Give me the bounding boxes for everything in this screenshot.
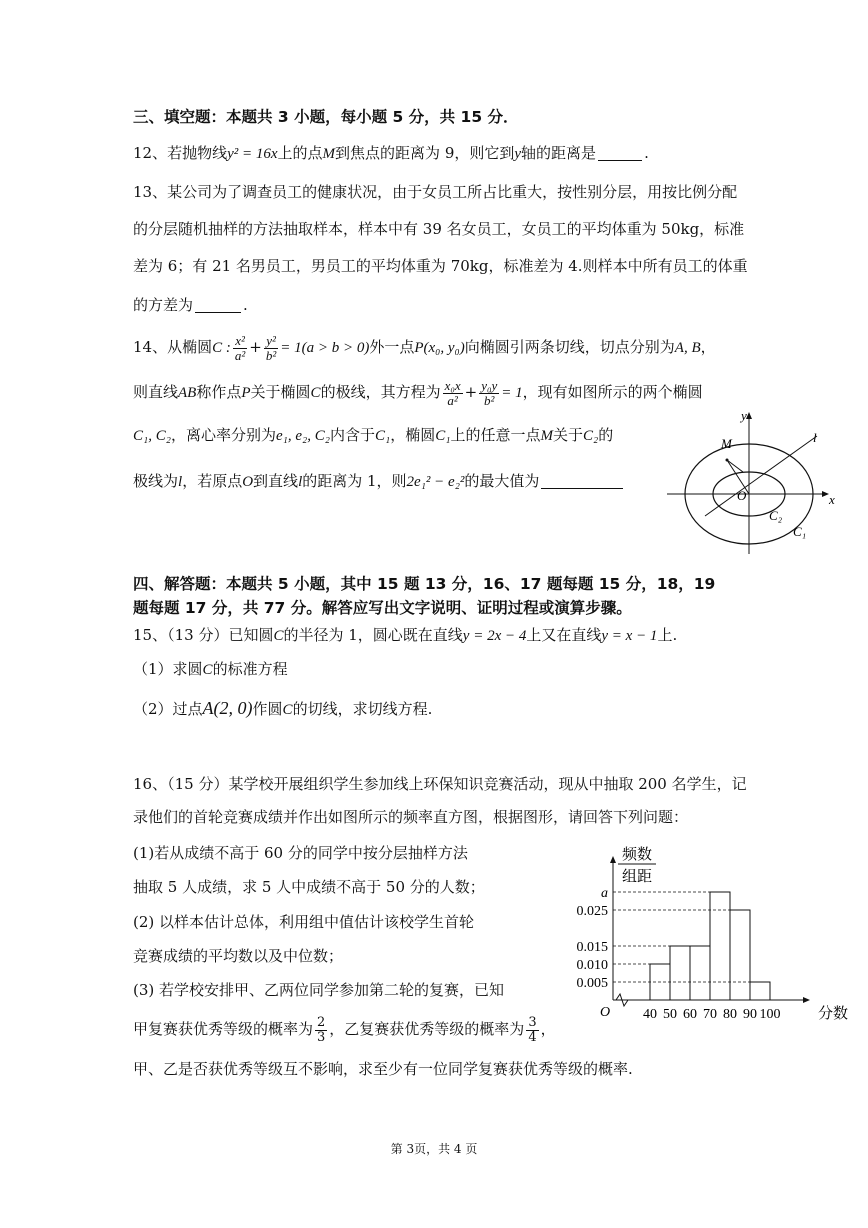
q14-text: 极线为 bbox=[133, 472, 179, 490]
q14-text: 外一点 bbox=[369, 338, 415, 356]
q13-line-4 bbox=[133, 294, 248, 316]
q15-math: C bbox=[282, 702, 293, 718]
y-axis-arrow bbox=[746, 412, 752, 419]
q15-math: C bbox=[273, 628, 284, 644]
q13-answer-blank[interactable] bbox=[195, 296, 241, 313]
x-tick-label: 50 bbox=[663, 1007, 677, 1022]
q14-line-3 bbox=[133, 424, 613, 447]
y-tick-label: 0.015 bbox=[576, 940, 608, 955]
q14-text: ， bbox=[700, 338, 716, 356]
y-axis-label-den: 组距 bbox=[622, 869, 653, 885]
q12-text: . bbox=[644, 144, 649, 162]
q14-math: l bbox=[178, 474, 183, 490]
q14-math: P bbox=[241, 385, 251, 401]
q12-point: M bbox=[322, 146, 336, 162]
q15-part-2 bbox=[133, 697, 432, 721]
x-tick-label: 40 bbox=[643, 1007, 657, 1022]
q14-math: = 1 bbox=[501, 385, 523, 401]
q15-text: 上又在直线 bbox=[526, 626, 602, 644]
frac-num: y² bbox=[266, 332, 276, 348]
q14-text: 关于 bbox=[552, 426, 583, 444]
x-tick-label: 70 bbox=[703, 1007, 717, 1022]
q16-part-1b: 抽取 5 人成绩，求 5 人中成绩不高于 50 分的人数； bbox=[133, 878, 485, 896]
q13-line-1: 13、某公司为了调查员工的健康状况，由于女员工所占比重大，按性别分层，用按比例分配 bbox=[133, 183, 738, 201]
q14-math: e₁, e₂, C₂ bbox=[275, 428, 330, 444]
q14-text: 14、从椭圆 bbox=[133, 338, 213, 356]
q14-line-1: 14、从椭圆C : $\frac{\text{x²}}{\text{a²}}$ + $\frac{\text{y²}}{\text{b²}}$ = 1(a > b > 0)外一点P(x₀, y₀)向椭圆引两条切线，切点分别为A, B， bbox=[133, 332, 716, 363]
q14-math: 2e₁² − e₂² bbox=[406, 474, 465, 490]
q14-math: l bbox=[298, 474, 303, 490]
q14-text: 的 bbox=[598, 426, 614, 444]
frac-num: x₀x bbox=[444, 377, 461, 393]
q16-part-2b: 竞赛成绩的平均数以及中位数； bbox=[133, 947, 344, 965]
q14-text: ，现有如图所示的两个椭圆 bbox=[522, 383, 703, 401]
q12-text: 轴的距离是 bbox=[521, 144, 597, 162]
q15-text: 15、（13 分）已知圆 bbox=[133, 626, 274, 644]
frac-num: x² bbox=[235, 332, 245, 348]
q14-text: 称作点 bbox=[196, 383, 242, 401]
q16-line-2: 录他们的首轮竞赛成绩并作出如图所示的频率直方图，根据图形，请回答下列问题： bbox=[133, 808, 689, 826]
frac-den: 4 bbox=[528, 1029, 537, 1045]
q14-math: C₁ bbox=[374, 428, 391, 444]
q14-math: C bbox=[310, 385, 321, 401]
q15-text: 的标准方程 bbox=[212, 660, 288, 678]
q16-text: 甲复赛获优秀等级的概率为 bbox=[133, 1020, 314, 1038]
q14-text: 上的任意一点 bbox=[450, 426, 541, 444]
q14-line-2: 则直线AB称作点P关于椭圆C的极线，其方程为 $\frac{\text{x₀x}}{\text{a²}}$ + $\frac{\text{y₀y}}{\text{b²}}$ = 1，现有如图所示的两个椭圆 bbox=[133, 377, 703, 408]
q14-ellipse-figure bbox=[665, 408, 845, 556]
label-m: M bbox=[721, 436, 732, 451]
q14-frac-y bbox=[264, 334, 278, 363]
label-x: x bbox=[829, 492, 835, 507]
frac-den: a² bbox=[234, 347, 246, 363]
q14-frac-y0 bbox=[479, 379, 499, 408]
q14-math: = 1(a > b > 0) bbox=[280, 340, 370, 356]
page-footer: 第 3页，共 4 页 bbox=[390, 1142, 478, 1156]
q16-part-3c: 甲、乙是否获优秀等级互不影响，求至少有一位同学复赛获优秀等级的概率. bbox=[133, 1060, 633, 1078]
q16-frequency-histogram bbox=[560, 840, 849, 1025]
frac-den: 3 bbox=[317, 1029, 326, 1045]
q15-text: 上. bbox=[657, 626, 678, 644]
histogram-bar bbox=[710, 892, 730, 1000]
y-axis-label-num: 频数 bbox=[622, 847, 653, 863]
q12-text: 到焦点的距离为 9，则它到 bbox=[335, 144, 515, 162]
q14-math: C : bbox=[212, 340, 231, 356]
section4-heading-1: 四、解答题：本题共 5 小题，其中 15 题 13 分，16、17 题每题 15 分，18，19 bbox=[133, 575, 716, 593]
q16-part-3b bbox=[133, 1012, 556, 1046]
frac-den: a² bbox=[447, 392, 458, 408]
q13-text: 的方差为 bbox=[133, 296, 194, 314]
x-axis-label: 分数 bbox=[818, 1006, 849, 1022]
q12 bbox=[133, 142, 649, 165]
q14-math: P(x₀, y₀) bbox=[414, 340, 465, 356]
q14-frac-x0 bbox=[443, 379, 463, 408]
q13-line-3: 差为 6；有 21 名男员工，男员工的平均体重为 70kg，标准差为 4.则样本中所有员工的体重 bbox=[133, 257, 748, 275]
q15-stem bbox=[133, 624, 677, 647]
histogram-bar bbox=[670, 946, 690, 1000]
frac-num: y₀y bbox=[481, 377, 498, 393]
q14-frac-x bbox=[233, 334, 247, 363]
q12-text: 上的点 bbox=[277, 144, 323, 162]
q12-text: 12、若抛物线 bbox=[133, 144, 228, 162]
q14-text: ，椭圆 bbox=[390, 426, 436, 444]
q14-text: 的距离为 1，则 bbox=[302, 472, 407, 490]
q14-math: C₁, C₂ bbox=[133, 428, 171, 444]
q15-text: 作圆 bbox=[252, 700, 283, 718]
frac-num: 2 bbox=[317, 1014, 326, 1030]
q15-math: y = x − 1 bbox=[601, 628, 658, 644]
q14-text: 关于椭圆 bbox=[250, 383, 311, 401]
q16-text: ， bbox=[540, 1020, 556, 1038]
x-axis-arrow bbox=[803, 997, 810, 1003]
q15-part-1 bbox=[133, 658, 288, 681]
y-tick-label: 0.005 bbox=[576, 976, 608, 991]
q15-text: 的半径为 1，圆心既在直线 bbox=[283, 626, 463, 644]
frac-den: b² bbox=[484, 392, 495, 408]
q14-text: 向椭圆引两条切线，切点分别为 bbox=[464, 338, 675, 356]
q14-text: ，离心率分别为 bbox=[170, 426, 276, 444]
q12-answer-blank[interactable] bbox=[598, 144, 642, 161]
q14-math: AB bbox=[178, 385, 197, 401]
histogram-bar bbox=[750, 982, 770, 1000]
q14-text: 内含于 bbox=[329, 426, 375, 444]
q16-part-2a: (2) 以样本估计总体，利用组中值估计该校学生首轮 bbox=[133, 913, 475, 931]
label-y: y bbox=[741, 408, 747, 423]
frac-num: 3 bbox=[528, 1014, 537, 1030]
q15-math: C bbox=[202, 662, 213, 678]
q14-math: A, B bbox=[674, 340, 701, 356]
x-tick-label: 90 bbox=[743, 1007, 757, 1022]
line-m-foot bbox=[727, 460, 743, 472]
q14-math: C₂ bbox=[582, 428, 599, 444]
q14-math: M bbox=[540, 428, 553, 444]
q14-answer-blank[interactable] bbox=[541, 472, 623, 489]
q12-formula: y² = 16x bbox=[227, 146, 278, 162]
q14-text: 的极线，其方程为 bbox=[320, 383, 441, 401]
q12-axis: y bbox=[514, 146, 522, 162]
q16-frac-yi bbox=[526, 1016, 538, 1045]
q15-text: （1）求圆 bbox=[133, 660, 203, 678]
label-o: O bbox=[737, 488, 747, 503]
label-c1: C₁ bbox=[793, 524, 807, 539]
q16-text: ，乙复赛获优秀等级的概率为 bbox=[329, 1020, 525, 1038]
frac-den: b² bbox=[265, 347, 277, 363]
q15-text: 的切线，求切线方程. bbox=[292, 700, 433, 718]
q15-math: y = 2x − 4 bbox=[462, 628, 527, 644]
y-axis-arrow bbox=[610, 856, 616, 863]
histogram-bar bbox=[730, 910, 750, 1000]
q15-text: （2）过点 bbox=[133, 700, 203, 718]
q14-text: 则直线 bbox=[133, 383, 179, 401]
q16-line-1: 16、（15 分）某学校开展组织学生参加线上环保知识竞赛活动，现从中抽取 200 名学生，记 bbox=[133, 775, 747, 793]
q14-text: 的最大值为 bbox=[464, 472, 540, 490]
section4-heading-2: 题每题 17 分，共 77 分。解答应写出文字说明、证明过程或演算步骤。 bbox=[133, 599, 632, 617]
y-tick-label: a bbox=[601, 886, 608, 901]
q15-math: A(2, 0) bbox=[202, 698, 253, 718]
q14-text: ，若原点 bbox=[182, 472, 243, 490]
q14-text: 到直线 bbox=[253, 472, 299, 490]
label-l: l bbox=[813, 430, 817, 445]
x-tick-label: 60 bbox=[683, 1007, 697, 1022]
q16-part-3a: (3) 若学校安排甲、乙两位同学参加第二轮的复赛，已知 bbox=[133, 981, 505, 999]
q13-line-2: 的分层随机抽样的方法抽取样本，样本中有 39 名女员工，女员工的平均体重为 50kg，标准 bbox=[133, 220, 745, 238]
q14-math: O bbox=[242, 474, 254, 490]
y-tick-label: 0.025 bbox=[576, 904, 608, 919]
x-axis-arrow bbox=[822, 491, 829, 497]
q16-part-1a: (1)若从成绩不高于 60 分的同学中按分层抽样方法 bbox=[133, 844, 468, 862]
label-c2: C₂ bbox=[769, 508, 783, 523]
section3-heading: 三、填空题：本题共 3 小题，每小题 5 分，共 15 分． bbox=[133, 108, 519, 126]
origin-label: O bbox=[600, 1005, 611, 1020]
q16-frac-jia bbox=[315, 1016, 327, 1045]
histogram-bar bbox=[690, 946, 710, 1000]
point-m bbox=[726, 459, 729, 462]
x-tick-label: 80 bbox=[723, 1007, 737, 1022]
q14-line-4 bbox=[133, 470, 625, 493]
q14-math: C₁ bbox=[435, 428, 451, 444]
y-tick-label: 0.010 bbox=[576, 958, 608, 973]
q13-text: . bbox=[243, 296, 248, 314]
x-tick-label: 100 bbox=[759, 1007, 781, 1022]
